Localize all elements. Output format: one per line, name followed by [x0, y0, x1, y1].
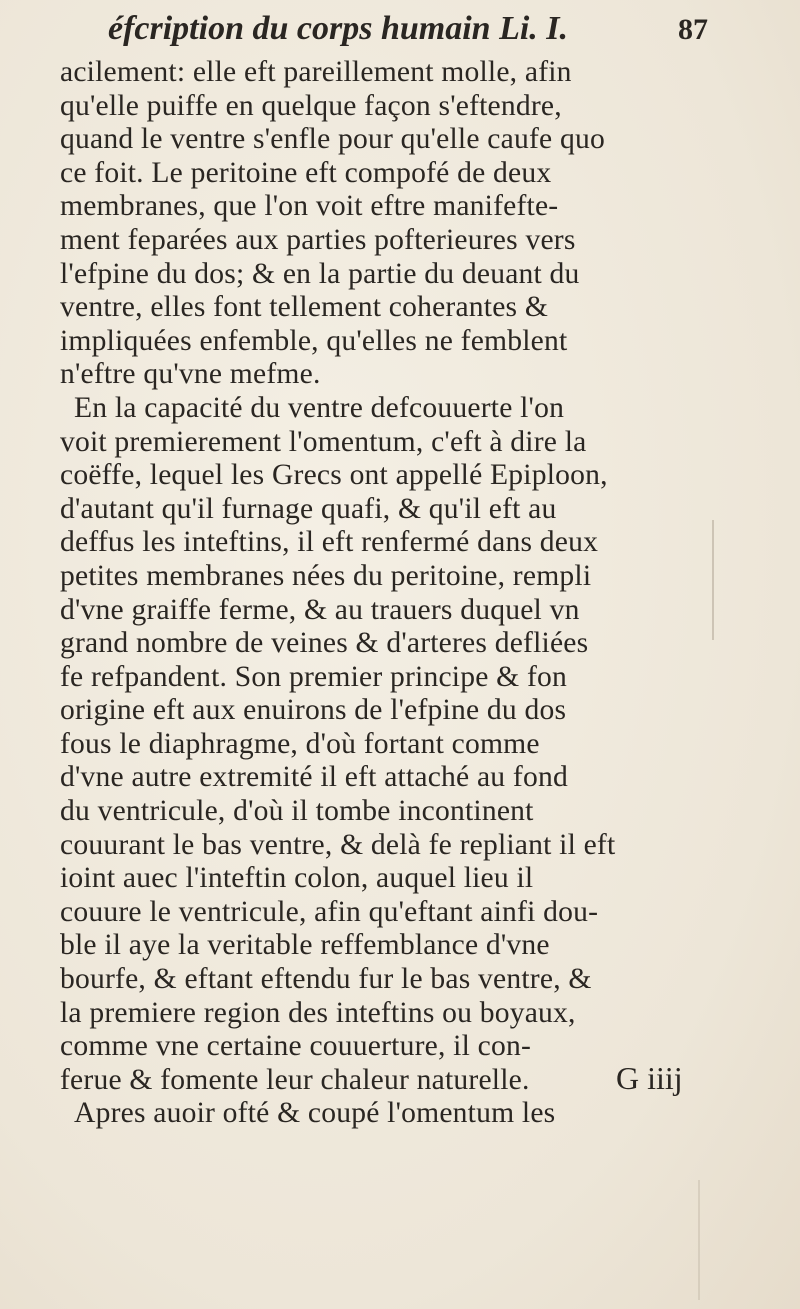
- text-line: petites membranes nées du peritoine, rempli: [60, 559, 592, 592]
- text-line: n'eftre qu'vne mefme.: [60, 358, 321, 391]
- body-text: [60, 56, 750, 1131]
- text-line: acilement: elle eft pareillement molle, afin: [60, 56, 572, 88]
- text-line: ventre, elles font tellement coherantes &: [60, 291, 549, 324]
- text-line: fe refpandent. Son premier principe & fon: [60, 660, 568, 693]
- text-line: d'vne autre extremité il eft attaché au fond: [60, 761, 568, 794]
- text-line: impliquées enfemble, qu'elles ne femblent: [60, 324, 568, 357]
- text-line: ioint auec l'inteftin colon, auquel lieu il: [60, 862, 534, 895]
- text-line: voit premierement l'omentum, c'eft à dire la: [60, 425, 587, 458]
- text-line: deffus les inteftins, il eft renfermé dans deux: [60, 526, 599, 559]
- text-line: ferue & fomente leur chaleur naturelle.: [60, 1063, 530, 1096]
- text-line: quand le ventre s'enfle pour qu'elle caufe quo: [60, 123, 605, 156]
- signature-mark: G iiij: [616, 1060, 683, 1096]
- paragraph-start-line: En la capacité du ventre defcouuerte l'on: [74, 391, 565, 424]
- text-line: comme vne certaine couuerture, il con-: [60, 1030, 532, 1063]
- text-line: d'vne graiffe ferme, & au trauers duquel vn: [60, 593, 580, 626]
- text-line: membranes, que l'on voit eftre manifefte-: [60, 190, 559, 223]
- text-line: couurant le bas ventre, & delà fe repliant il eft: [60, 828, 616, 861]
- text-line: fous le diaphragme, d'où fortant comme: [60, 727, 540, 760]
- text-line: d'autant qu'il furnage quafi, & qu'il eft au: [60, 492, 557, 525]
- paper-edge-mark: [698, 1180, 700, 1300]
- text-line: grand nombre de veines & d'arteres defliées: [60, 627, 589, 660]
- paper-edge-mark: [712, 520, 714, 640]
- text-line: ble il aye la veritable reffemblance d'vne: [60, 929, 550, 962]
- text-line: du ventricule, d'où il tombe incontinent: [60, 795, 534, 828]
- text-line: couure le ventricule, afin qu'eftant ainfi dou-: [60, 895, 599, 928]
- text-line: qu'elle puiffe en quelque façon s'eftendre,: [60, 89, 562, 122]
- text-line: coëffe, lequel les Grecs ont appellé Epiploon,: [60, 459, 608, 492]
- running-header: [108, 10, 708, 56]
- page-number: 87: [678, 13, 708, 46]
- text-line: ce foit. Le peritoine eft compofé de deux: [60, 156, 552, 189]
- text-line: bourfe, & eftant eftendu fur le bas ventre, &: [60, 963, 592, 996]
- text-line: l'efpine du dos; & en la partie du deuant du: [60, 257, 580, 290]
- running-title: éfcription du corps humain Li. I.: [108, 10, 569, 47]
- paragraph-start-line: Apres auoir ofté & coupé l'omentum les: [74, 1097, 556, 1130]
- text-line: ment feparées aux parties pofterieures vers: [60, 223, 576, 256]
- text-line: origine eft aux enuirons de l'efpine du dos: [60, 694, 567, 727]
- text-line: la premiere region des inteftins ou boyaux,: [60, 996, 576, 1029]
